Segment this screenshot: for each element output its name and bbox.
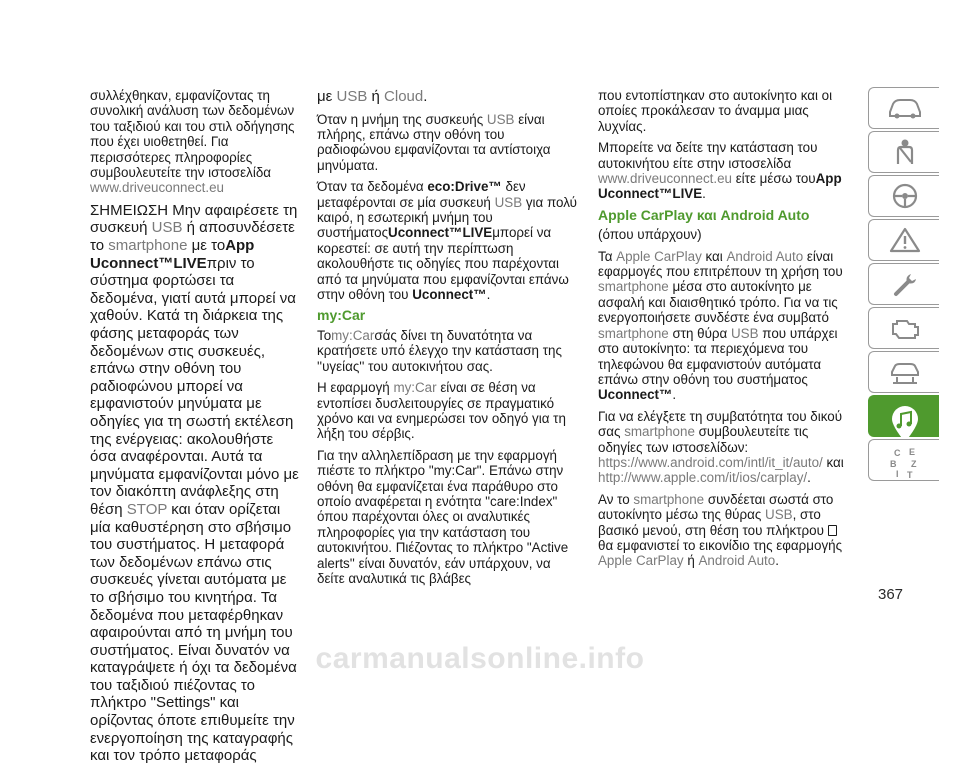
wrench-icon [887, 270, 923, 298]
tab-wrench-icon[interactable] [868, 263, 939, 305]
watermark: carmanualsonline.info [315, 642, 645, 675]
paragraph: Μπορείτε να δείτε την κατάσταση του αυτοκινήτου είτε στην ιστοσελίδα www.driveuconnect.eu είτε μέσω τουApp Uconnect™LIVE. [598, 140, 842, 202]
chapter-tabs [868, 87, 939, 483]
paragraph: συλλέχθηκαν, εμφανίζοντας τη συνολική ανάλυση των δεδομένων του ταξιδιού και του στιλ οδήγησης που έχει υιοθετηθεί. Για περισσότερες πληροφορίες συμβουλευτείτε την ιστοσελίδα www.driveuconnect.eu [90, 88, 295, 196]
note-paragraph: ΣΗΜΕΙΩΣΗ Μην αφαιρέσετε τη συσκευή USB ή αποσυνδέσετε το smartphone με τοApp Uconnect™LIVEπριν το σύστημα φορτώσει τα δεδομένα, γιατί αυτά μπορεί να χαθούν. Κατά τη διάρκεια της φάσης μεταφοράς των δεδομένων στις συσκευές, επάνω στην οθόνη του ραδιοφώνου μπορεί να εμφανιστούν μηνύματα με οδηγίες για τη σωστή εκτέλεση της ενέργειας: ακολουθήστε όσα αναφέρονται. Αυτά τα μηνύματα εμφανίζονται μόνο με τον διακόπτη ανάφλεξης στη θέση STOP και όταν ορίζεται μία καθυστέρηση στο σβήσιμο του συστήματος. Η μεταφορά των δεδομένων επάνω στις συσκευές γίνεται αυτόματα με το σβήσιμο του κινητήρα. Τα δεδομένα που μεταφέρθηκαν αφαιρούνται από τη μνήμη του συστήματος. Είναι δυνατόν να καταγράψετε ή όχι τα δεδομένα του ταξιδιού πιέζοντας το πλήκτρο "Settings" και ορίζοντας όποτε επιθυμείτε την ενεργοποίηση της καταγραφής και τον τρόπο μεταφοράς [90, 201, 299, 765]
paragraph: Τα Apple CarPlay και Android Auto είναι εφαρμογές που επιτρέπουν τη χρήση του smartphone μέσα στο αυτοκίνητο με ασφαλή και διαισθητικό τρόπο. Για να τις ενεργοποιήσετε συνδέστε ένα συμβατό smartphone στη θύρα USB που υπάρχει στο αυτοκίνητο: τα περιεχόμενα του τηλεφώνου θα εμφανιστούν αυτόματα επάνω στην οθόνη του συστήματος Uconnect™. [598, 248, 843, 403]
index-letter: Z [911, 459, 917, 469]
paragraph: Αν το smartphone συνδέεται σωστά στο αυτοκίνητο μέσω της θύρας USB, στο βασικό μενού, στη θέση του πλήκτρου θα εμφανιστεί το εικονίδιο της εφαρμογής Apple CarPlay ή Android Auto. [598, 491, 843, 569]
tab-index-letters-icon[interactable] [868, 439, 939, 481]
paragraph: Τοmy:Carσάς δίνει τη δυνατότητα να κρατήσετε υπό έλεγχο την κατάσταση της ''υγείας'' του αυτοκινήτου σας. [317, 327, 562, 374]
car-lift-icon [887, 358, 923, 386]
index-letter: T [907, 470, 913, 480]
paragraph: Όταν η μνήμη της συσκευής USB είναι πλήρης, επάνω στην οθόνη του ραδιοφώνου εμφανίζονται τα αντίστοιχα μηνύματα. [317, 111, 551, 173]
tab-multimedia-icon[interactable] [868, 395, 939, 437]
tab-car-lift-icon[interactable] [868, 351, 939, 393]
fuel-pump-icon [828, 525, 837, 536]
paragraph: με USB ή Cloud. [317, 88, 428, 105]
tab-engine-icon[interactable] [868, 307, 939, 349]
paragraph: Η εφαρμογή my:Car είναι σε θέση να εντοπίσει δυσλειτουργίες σε πραγματικό χρόνο και να ενημερώσει τον οδηγό για τη λήξη του σέρβις. [317, 380, 566, 442]
website-link[interactable]: www.driveuconnect.eu [90, 180, 224, 196]
index-letters-icon [887, 446, 923, 480]
android-auto-link[interactable]: https://www.android.com/intl/it_it/auto/ [598, 454, 823, 470]
car-icon [887, 94, 923, 120]
multimedia-icon [886, 404, 924, 444]
index-letter: I [896, 469, 899, 479]
index-letter: C [894, 448, 901, 458]
text-column-2 [317, 88, 579, 592]
page-number: 367 [878, 586, 904, 603]
website-link[interactable]: www.driveuconnect.eu [598, 171, 732, 187]
warning-triangle-icon [887, 226, 923, 254]
carplay-link[interactable]: http://www.apple.com/it/ios/carplay/ [598, 470, 808, 486]
tab-car-icon[interactable] [868, 87, 939, 129]
paragraph: που εντοπίστηκαν στο αυτοκίνητο και οι οποίες προκάλεσαν το άναμμα μιας λυχνίας. [598, 88, 833, 134]
section-heading-mycar: my:Car [317, 307, 366, 324]
section-heading-carplay: Apple CarPlay και Android Auto [598, 206, 810, 223]
text-column-3 [598, 88, 848, 575]
tab-warning-triangle-icon[interactable] [868, 219, 939, 261]
paragraph: Όταν τα δεδομένα eco:Drive™ δεν μεταφέρονται σε μία συσκευή USB για πολύ καιρό, η εσωτερική μνήμη του συστήματοςUconnect™LIVEμπορεί να κορεστεί: σε αυτή την περίπτωση ακολουθήστε τις οδηγίες που παρέχονται από τα μηνύματα που εμφανίζονται επάνω στην οθόνη του Uconnect™. [317, 179, 577, 303]
engine-icon [887, 314, 923, 342]
index-letter: E [909, 447, 916, 457]
tab-seatbelt-icon[interactable] [868, 131, 939, 173]
seatbelt-icon [887, 138, 923, 166]
paragraph: (όπου υπάρχουν) [598, 227, 702, 243]
index-letter: B [890, 459, 897, 469]
paragraph: Για την αλληλεπίδραση με την εφαρμογή πιέστε το πλήκτρο "my:Car". Επάνω στην οθόνη θα εμφανίζεται ένα παράθυρο στο οποίο αναφέρεται η ενότητα "care:Index" όπου παρέχονται όλες οι αναλυτικές πληροφορίες για την κατάσταση του αυτοκινήτου. Πιέζοντας το πλήκτρο "Active alerts'' είναι δυνατόν, εάν υπάρχουν, να δείτε αναλυτικά τις βλάβες [317, 447, 569, 586]
paragraph: Για να ελέγξετε τη συμβατότητα του δικού σας smartphone συμβουλευτείτε τις οδηγίες των ιστοσελίδων: https://www.android.com/intl/it_it/auto/ και http://www.apple.com/it/ios/carplay/. [598, 408, 844, 486]
tab-steering-wheel-icon[interactable] [868, 175, 939, 217]
steering-wheel-icon [887, 182, 923, 210]
